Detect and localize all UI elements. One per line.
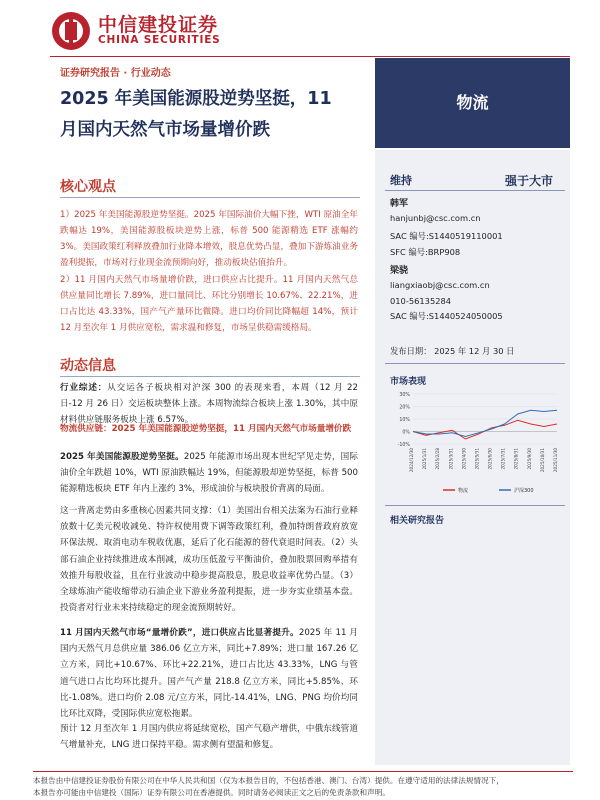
analyst-1-sac: SAC 编号:S1440519110001 xyxy=(390,231,503,241)
legend-label: 沪深300 xyxy=(514,488,534,494)
related-heading: 相关研究报告 xyxy=(390,516,445,526)
energy-text: 2025 年能源市场出现本世纪罕见走势，国际油价全年跌超 10%，WTI 原油跌幅达 19%，但能源股却逆势坚挺，标普 500 能源精选板块 ETF 年内上涨约 3%，形成油价与板块股价背离的局面。 xyxy=(60,452,358,495)
x-tick-label: 2025/9/30 xyxy=(526,448,532,470)
energy-paragraph xyxy=(60,449,358,498)
sector-label: 物流 xyxy=(456,93,489,112)
y-tick-label: 30% xyxy=(399,393,410,398)
rating-label: 维持 xyxy=(390,174,412,187)
chart-rule xyxy=(385,505,565,506)
breadcrumb: 证券研究报告 · 行业动态 xyxy=(60,68,171,79)
x-tick-label: 2025/8/31 xyxy=(513,448,519,470)
core-point-1: 1）2025 年美国能源股逆势坚挺。2025 年国际油价大幅下挫，WTI 原油全年跌幅达 19%，美国能源股板块逆势上涨，标普 500 能源精选 ETF 涨幅约 3%。美国政策红利释放叠加行业降本增效，股息优势凸显，叠加下游炼油业务盈利提振，市场对行业现金流预期向好，推动板块估值抬升。 xyxy=(60,210,358,269)
y-tick-label: 10% xyxy=(399,418,410,423)
analyst-1-name: 韩军 xyxy=(390,199,409,209)
title-line-2: 月国内天然气市场量增价跌 xyxy=(60,120,270,140)
market-heading: 市场表现 xyxy=(390,377,427,387)
analyst-1-sfc: SFC 编号:BRP908 xyxy=(390,247,461,257)
title-line-1: 2025 年美国能源股逆势坚挺，11 xyxy=(60,89,332,109)
x-tick-label: 2025/4/30 xyxy=(461,448,467,470)
market-chart xyxy=(385,388,565,500)
analyst-2-phone: 010-56135284 xyxy=(390,296,452,306)
y-tick-label: 0% xyxy=(402,430,410,436)
energy-bold: 2025 年美国能源股逆势坚挺。 xyxy=(60,452,184,462)
date-rule xyxy=(385,363,565,364)
series-line xyxy=(413,420,557,439)
series-line xyxy=(413,410,557,436)
footer-disclaimer xyxy=(33,775,573,799)
analyst-1-email[interactable]: hanjunbj@csc.com.cn xyxy=(390,213,481,223)
header-rule xyxy=(50,56,570,57)
x-tick-label: 2025/7/31 xyxy=(500,448,506,470)
gas-bold: 11 月国内天然气市场“量增价跌”，进口供应占比显著提升。 xyxy=(60,628,299,638)
chain-text: 2025 年美国能源股逆势坚挺，11 月国内天然气市场量增价跌 xyxy=(111,424,352,434)
gas-text: 2025 年 11 月国内天然气月总供应量 386.06 亿立方米，同比+7.89%；进口量 167.26 亿立方米，同比+10.67%、环比+22.21%，进口占比达 43.33%，LNG 与管道气进口占比均环比提升。国产气产量 218.8 亿立方米，同比+5.85%、环比-1.08%。进口均价 2.08 元/立方米，同比-14.41%，LNG、PNG 均价均同比环比双降，受国际供应宽松拖累。 xyxy=(60,628,358,720)
footer-line-1: 本报告由中信建投证券股份有限公司在中华人民共和国（仅为本报告目的，不包括香港、澳门、台湾）提供。在遵守适用的法律法规情况下， xyxy=(33,776,504,785)
company-name-en: CHINA SECURITIES xyxy=(98,34,221,46)
drivers-paragraph: 这一背离走势由多重核心因素共同支撑：（1）美国出台相关法案为石油行业释放数十亿美元税收减免、特许权使用费下调等政策红利，叠加特朗普政府放宽环保法规、取消电动车税收优惠，延后了化石能源的替代衰退时间表。（2）头部石油企业持续推进成本削减，成功压低盈亏平衡油价，叠加股票回购举措有效推升每股收益，且在行业波动中稳步提高股息，股息收益率优势凸显。（3）全球炼油产能收缩带动石油企业下游业务盈利提振，进一步夯实业绩基本盘。投资者对行业未来持续稳定的现金流预期转好。 xyxy=(60,506,358,614)
company-logo xyxy=(50,10,92,52)
x-tick-label: 2025/3/31 xyxy=(448,448,454,470)
core-point-2: 2）11 月国内天然气市场量增价跌，进口供应占比提升。11 月国内天然气总供应量同比增长 7.89%，进口量同比、环比分别增长 10.67%、22.21%，进口占比达 43.33%，国产气产量环比微降。进口均价同比降幅超 14%，预计 12 月至次年 1 月供应宽松，需求温和修复，市场呈供稳需缓格局。 xyxy=(60,275,358,334)
analyst-2-sac: SAC 编号:S1440524050005 xyxy=(390,311,503,321)
outlook-paragraph: 预计 12 月至次年 1 月国内供应将延续宽松，国产气稳产增供，中俄东线管道气增量补充，LNG 进口保持平稳。需求侧有望温和修复。 xyxy=(60,724,358,751)
y-tick-label: -10% xyxy=(397,443,410,448)
report-title xyxy=(60,84,370,146)
x-tick-label: 2025/1/31 xyxy=(422,448,428,470)
dynamics-heading: 动态信息 xyxy=(60,358,116,374)
company-name-cn: 中信建投证券 xyxy=(98,14,219,36)
analyst-2-email[interactable]: liangxiaobj@csc.com.cn xyxy=(390,280,490,290)
overview-text: 从交运各子板块相对沪深 300 的表现来看，本周（12 月 22 日-12 月 26 日）交运板块整体上涨。本周物流综合板块上涨 1.30%，其中原材料供应链服务板块上涨 6.57%。 xyxy=(60,383,358,426)
legend-label: 物流 xyxy=(458,488,469,494)
chain-label: 物流供应链： xyxy=(60,424,112,434)
dynamics-rule xyxy=(60,376,360,377)
rating-value: 强于大市 xyxy=(505,174,554,188)
chain-paragraph xyxy=(60,421,358,437)
x-tick-label: 2024/12/30 xyxy=(409,448,414,473)
publish-date: 发布日期： 2025 年 12 月 30 日 xyxy=(390,346,515,356)
footer-line-2: 本报告亦可能由中信建投（国际）证券有限公司在香港提供。同时请务必阅读正文之后的免责条款和声明。 xyxy=(33,788,390,797)
overview-label: 行业综述： xyxy=(60,383,108,393)
core-heading: 核心观点 xyxy=(60,179,116,195)
analyst-2-name: 梁骁 xyxy=(390,266,409,276)
x-tick-label: 2025/2/28 xyxy=(435,448,441,470)
footer-rule xyxy=(33,771,573,772)
y-tick-label: 20% xyxy=(399,405,410,411)
x-tick-label: 2025/10/31 xyxy=(539,448,545,473)
gas-paragraph xyxy=(60,625,358,722)
x-tick-label: 2025/11/30 xyxy=(553,448,558,473)
rating-rule xyxy=(385,190,565,191)
x-tick-label: 2025/6/30 xyxy=(487,448,493,470)
core-rule xyxy=(60,197,360,198)
x-tick-label: 2025/5/31 xyxy=(474,448,480,470)
